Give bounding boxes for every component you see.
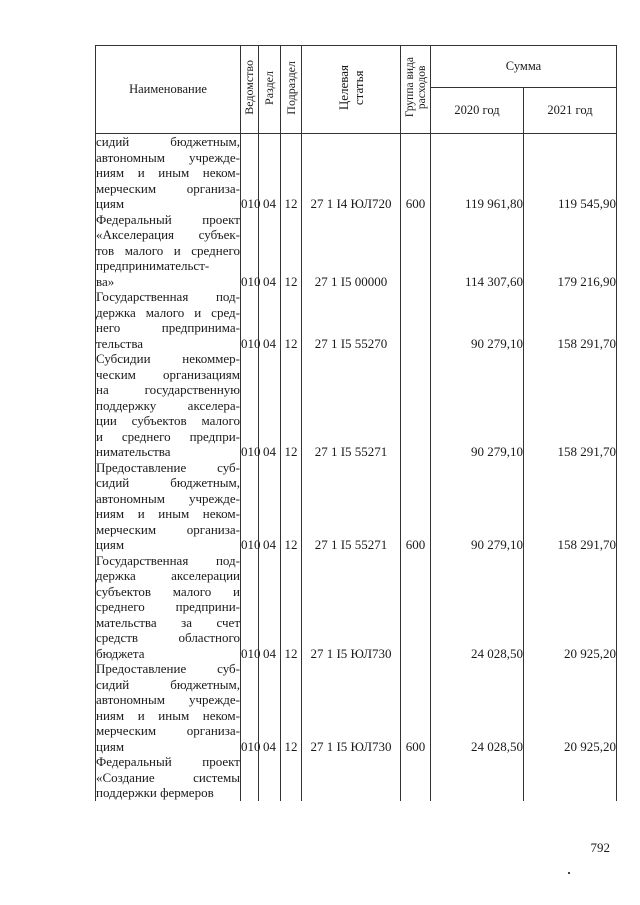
row-name-line: Федеральный проект [96, 211, 240, 227]
row-section: 04 [259, 212, 281, 290]
row-name-line: сидий бюджетным, [96, 676, 240, 692]
scan-speck [568, 872, 570, 874]
row-expense [401, 754, 431, 801]
row-name [96, 212, 241, 290]
row-target: 27 1 I5 55271 [302, 460, 401, 553]
row-target: 27 1 I5 ЮЛ730 [302, 553, 401, 662]
table-row [96, 553, 617, 662]
row-section: 04 [259, 553, 281, 662]
table-row [96, 212, 617, 290]
row-name-line: мерческим организа- [96, 521, 240, 537]
row-name-line: бюджета [96, 645, 145, 661]
row-name-line: «Создание системы [96, 769, 240, 785]
row-name [96, 134, 241, 212]
row-dept: 010 [241, 289, 259, 351]
header-target: Целевая статья [302, 46, 401, 134]
header-year-2021: 2021 год [524, 88, 617, 134]
row-sum2021: 158 291,70 [524, 460, 617, 553]
row-target: 27 1 I5 55271 [302, 351, 401, 460]
row-expense [401, 212, 431, 290]
row-name-line: сидий бюджетным, [96, 475, 240, 490]
row-section: 04 [259, 460, 281, 553]
row-sum2021 [524, 754, 617, 801]
row-target: 27 1 I5 ЮЛ730 [302, 661, 401, 754]
row-name-line: субъектов малого и [96, 583, 240, 599]
row-name-line: ва» [96, 273, 115, 289]
row-sum2020: 119 961,80 [431, 134, 524, 212]
row-subsection: 12 [281, 351, 302, 460]
row-name-line: мерческим организа- [96, 180, 240, 196]
row-name [96, 351, 241, 460]
row-sum2020: 90 279,10 [431, 460, 524, 553]
row-dept: 010 [241, 212, 259, 290]
row-name-line: и среднего предпри- [96, 428, 240, 444]
row-dept [241, 754, 259, 801]
row-name-line: Предоставление суб- [96, 661, 240, 676]
row-sum2021: 179 216,90 [524, 212, 617, 290]
page-number: 792 [590, 840, 610, 855]
row-name-line: поддержки фермеров [96, 785, 214, 800]
row-section: 04 [259, 289, 281, 351]
row-name-line: мательства за счет [96, 614, 240, 630]
row-expense: 600 [401, 460, 431, 553]
row-name-line: средств областного [96, 630, 240, 645]
row-name-line: на государственную [96, 382, 240, 397]
row-sum2021: 158 291,70 [524, 351, 617, 460]
row-name-line: Государственная под- [96, 289, 240, 304]
row-sum2020: 90 279,10 [431, 289, 524, 351]
table-row [96, 460, 617, 553]
row-subsection: 12 [281, 134, 302, 212]
row-name-line: него предпринима- [96, 320, 240, 335]
row-subsection: 12 [281, 212, 302, 290]
row-name-line: Федеральный проект [96, 754, 240, 769]
header-subsection: Подраздел [281, 46, 302, 134]
row-name-line: Государственная под- [96, 552, 240, 568]
table-row [96, 351, 617, 460]
header-year-2020: 2020 год [431, 88, 524, 134]
row-name [96, 661, 241, 754]
table-row [96, 134, 617, 212]
row-expense: 600 [401, 661, 431, 754]
row-name-line: тов малого и среднего [96, 242, 240, 258]
row-target: 27 1 I5 00000 [302, 212, 401, 290]
row-subsection: 12 [281, 289, 302, 351]
row-name-line: циям [96, 196, 125, 211]
row-name-line: циям [96, 537, 125, 552]
row-name-line: Предоставление суб- [96, 459, 240, 475]
header-sum: Сумма [431, 46, 617, 88]
row-name-line: «Акселерация субъек- [96, 227, 240, 242]
row-name [96, 553, 241, 662]
row-sum2021: 158 291,70 [524, 289, 617, 351]
row-sum2020: 90 279,10 [431, 351, 524, 460]
row-name-line: ниям и иным неком- [96, 165, 240, 180]
header-dept: Ведомство [241, 46, 259, 134]
row-name [96, 289, 241, 351]
row-name-line: нимательства [96, 444, 171, 459]
header-section: Раздел [259, 46, 281, 134]
row-sum2021: 20 925,20 [524, 661, 617, 754]
row-subsection: 12 [281, 553, 302, 662]
row-name-line: автономным учрежде- [96, 692, 240, 707]
row-name-line: автономным учрежде- [96, 490, 240, 506]
budget-table [95, 45, 617, 801]
table-row [96, 661, 617, 754]
row-expense [401, 351, 431, 460]
row-name-line: держка малого и сред- [96, 304, 240, 320]
row-name-line: ции субъектов малого [96, 413, 240, 428]
row-dept: 010 [241, 460, 259, 553]
header-name: Наименование [96, 46, 241, 134]
row-target: 27 1 I5 55270 [302, 289, 401, 351]
row-name-line: тельства [96, 335, 144, 351]
row-subsection [281, 754, 302, 801]
row-name-line: поддержку акселера- [96, 397, 240, 413]
table-row [96, 754, 617, 801]
row-name-line: держка акселерации [96, 568, 240, 583]
row-name-line: мерческим организа- [96, 723, 240, 738]
row-sum2020: 114 307,60 [431, 212, 524, 290]
table-row [96, 289, 617, 351]
row-sum2020: 24 028,50 [431, 661, 524, 754]
row-name-line: сидий бюджетным, [96, 134, 240, 149]
row-name [96, 460, 241, 553]
row-expense: 600 [401, 134, 431, 212]
row-section: 04 [259, 351, 281, 460]
row-name-line: предпринимательст- [96, 258, 210, 273]
row-expense [401, 289, 431, 351]
row-name [96, 754, 241, 801]
row-dept: 010 [241, 661, 259, 754]
row-sum2021: 20 925,20 [524, 553, 617, 662]
row-dept: 010 [241, 134, 259, 212]
row-dept: 010 [241, 553, 259, 662]
row-section: 04 [259, 134, 281, 212]
row-subsection: 12 [281, 460, 302, 553]
header-expense-group: Группа вида расходов [401, 46, 431, 134]
row-name-line: Субсидии некоммер- [96, 351, 240, 366]
row-name-line: ниям и иным неком- [96, 506, 240, 521]
row-target [302, 754, 401, 801]
row-expense [401, 553, 431, 662]
row-name-line: ческим организациям [96, 366, 240, 382]
row-dept: 010 [241, 351, 259, 460]
row-name-line: среднего предприни- [96, 599, 240, 614]
row-sum2020 [431, 754, 524, 801]
row-target: 27 1 I4 ЮЛ720 [302, 134, 401, 212]
row-section: 04 [259, 661, 281, 754]
row-sum2021: 119 545,90 [524, 134, 617, 212]
row-subsection: 12 [281, 661, 302, 754]
row-name-line: циям [96, 738, 125, 754]
row-name-line: ниям и иным неком- [96, 707, 240, 723]
row-section [259, 754, 281, 801]
row-name-line: автономным учрежде- [96, 149, 240, 165]
row-sum2020: 24 028,50 [431, 553, 524, 662]
